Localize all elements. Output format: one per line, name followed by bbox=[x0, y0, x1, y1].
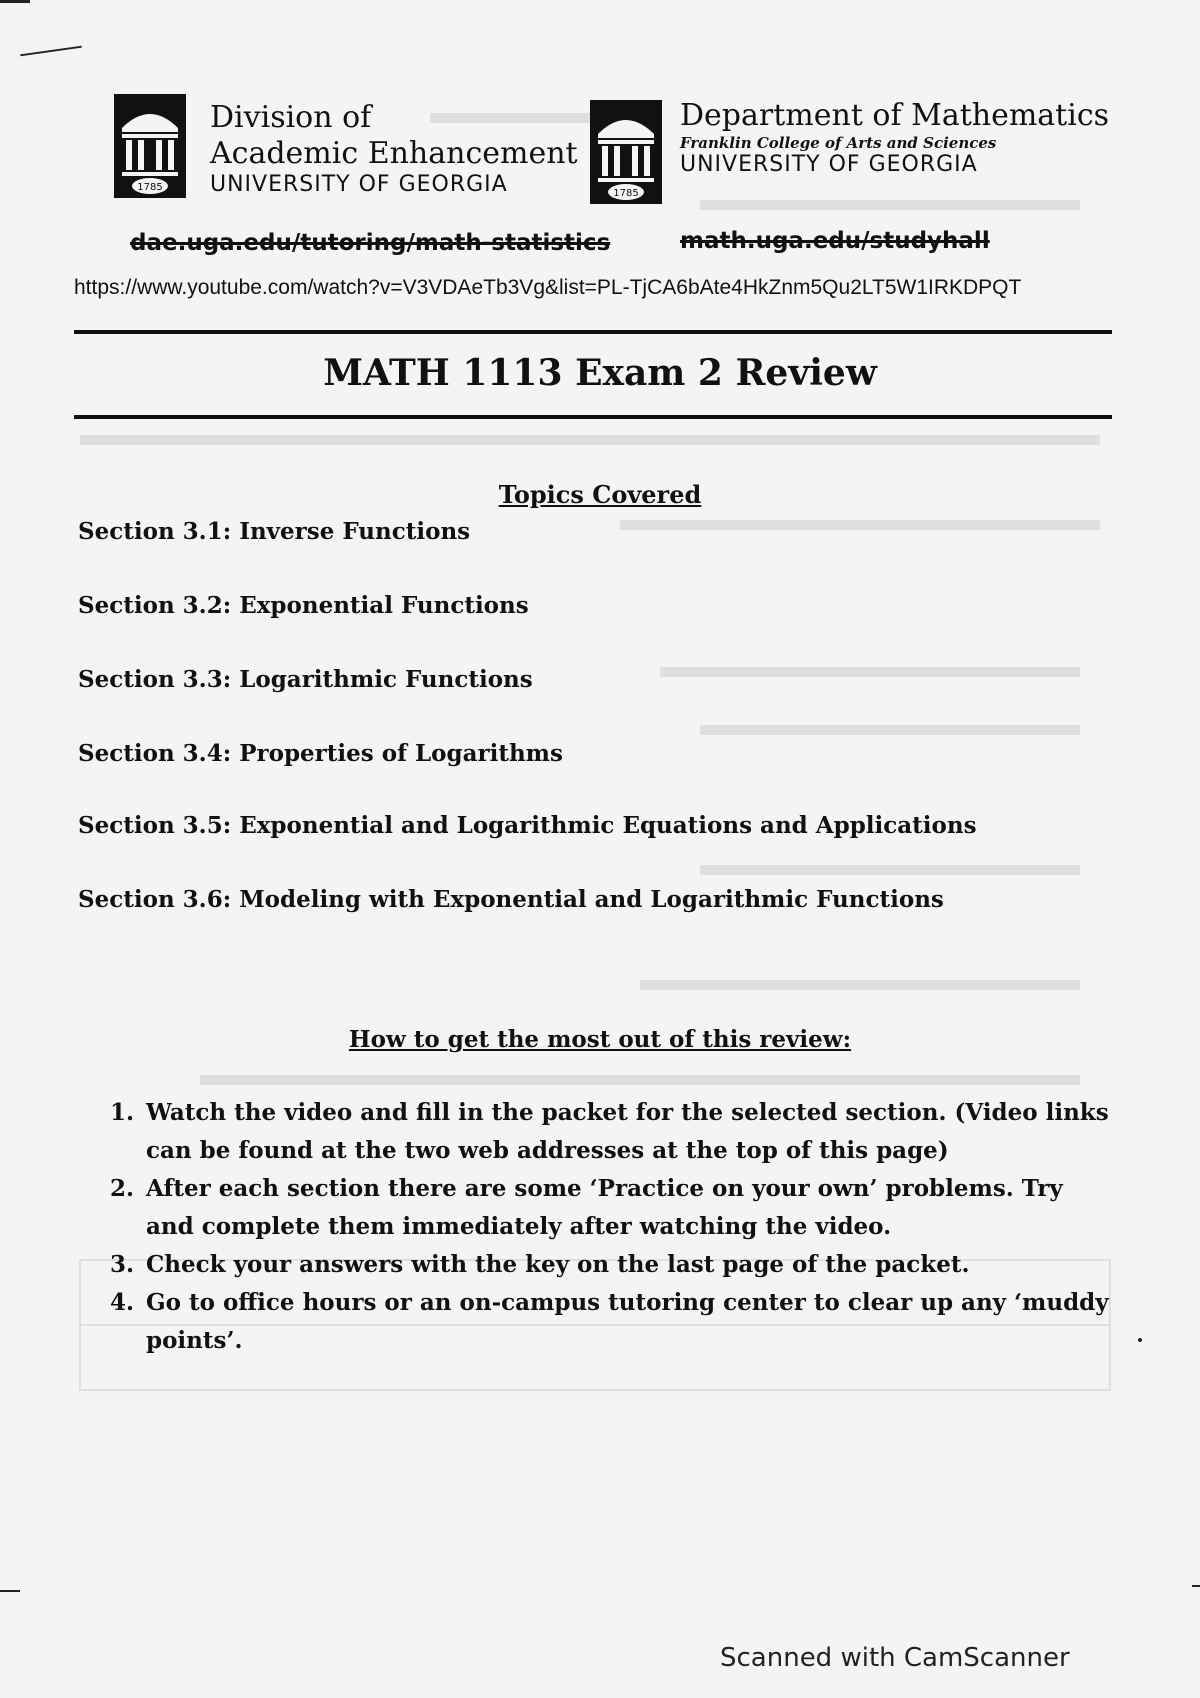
step-text: After each section there are some ‘Practice on your own’ problems. Try and complete them immediately after watching the video. bbox=[146, 1175, 1063, 1240]
step-number: 2. bbox=[110, 1175, 135, 1202]
university-label-left: UNIVERSITY OF GEORGIA bbox=[210, 172, 508, 197]
section-item: Section 3.4: Properties of Logarithms bbox=[78, 740, 563, 767]
step-number: 4. bbox=[110, 1289, 135, 1316]
step-number: 3. bbox=[110, 1251, 135, 1278]
howto-heading: How to get the most out of this review: bbox=[348, 1026, 852, 1053]
step-item bbox=[110, 1284, 1110, 1360]
step-text: Go to office hours or an on-campus tutoring center to clear up any ‘muddy points’. bbox=[146, 1289, 1109, 1354]
topics-heading: Topics Covered bbox=[498, 480, 702, 509]
section-item: Section 3.2: Exponential Functions bbox=[78, 592, 529, 619]
department-label: Department of Mathematics bbox=[680, 98, 1110, 133]
step-text: Watch the video and fill in the packet for the selected section. (Video links can be found at the two web addresses at the top of this page) bbox=[146, 1099, 1109, 1164]
step-item bbox=[110, 1170, 1110, 1246]
step-number: 1. bbox=[110, 1099, 135, 1126]
uga-arch-logo-left bbox=[114, 94, 186, 198]
franklin-college-label: Franklin College of Arts and Sciences bbox=[680, 134, 997, 152]
division-label: Division of bbox=[210, 100, 372, 135]
university-label-right: UNIVERSITY OF GEORGIA bbox=[680, 152, 978, 177]
title-divider bbox=[74, 415, 1112, 419]
logo-year-left: 1785 bbox=[137, 182, 163, 193]
uga-arch-logo-right bbox=[590, 100, 662, 204]
studyhall-url-struck: math.uga.edu/studyhall bbox=[680, 228, 990, 254]
howto-steps bbox=[110, 1094, 1110, 1360]
section-item: Section 3.6: Modeling with Exponential and Logarithmic Functions bbox=[78, 886, 944, 913]
header-right-text bbox=[680, 98, 1109, 178]
video-link[interactable]: https://www.youtube.com/watch?v=V3VDAeTb3Vg&list=PL-TjCA6bAte4HkZnm5Qu2LT5W1IRKDPQT bbox=[74, 276, 1022, 299]
logo-year-right: 1785 bbox=[613, 188, 639, 199]
header-left-text bbox=[210, 100, 578, 198]
top-divider bbox=[74, 330, 1112, 334]
step-item bbox=[110, 1246, 1110, 1284]
page-title: MATH 1113 Exam 2 Review bbox=[323, 352, 877, 394]
section-item: Section 3.3: Logarithmic Functions bbox=[78, 666, 533, 693]
section-item: Section 3.1: Inverse Functions bbox=[78, 518, 471, 545]
dae-url-struck: dae.uga.edu/tutoring/math-statistics bbox=[130, 230, 611, 256]
section-item: Section 3.5: Exponential and Logarithmic Equations and Applications bbox=[78, 812, 977, 839]
camscanner-watermark: Scanned with CamScanner bbox=[720, 1643, 1070, 1673]
step-text: Check your answers with the key on the last page of the packet. bbox=[146, 1251, 970, 1278]
step-item bbox=[110, 1094, 1110, 1170]
academic-enhancement-label: Academic Enhancement bbox=[210, 136, 578, 171]
